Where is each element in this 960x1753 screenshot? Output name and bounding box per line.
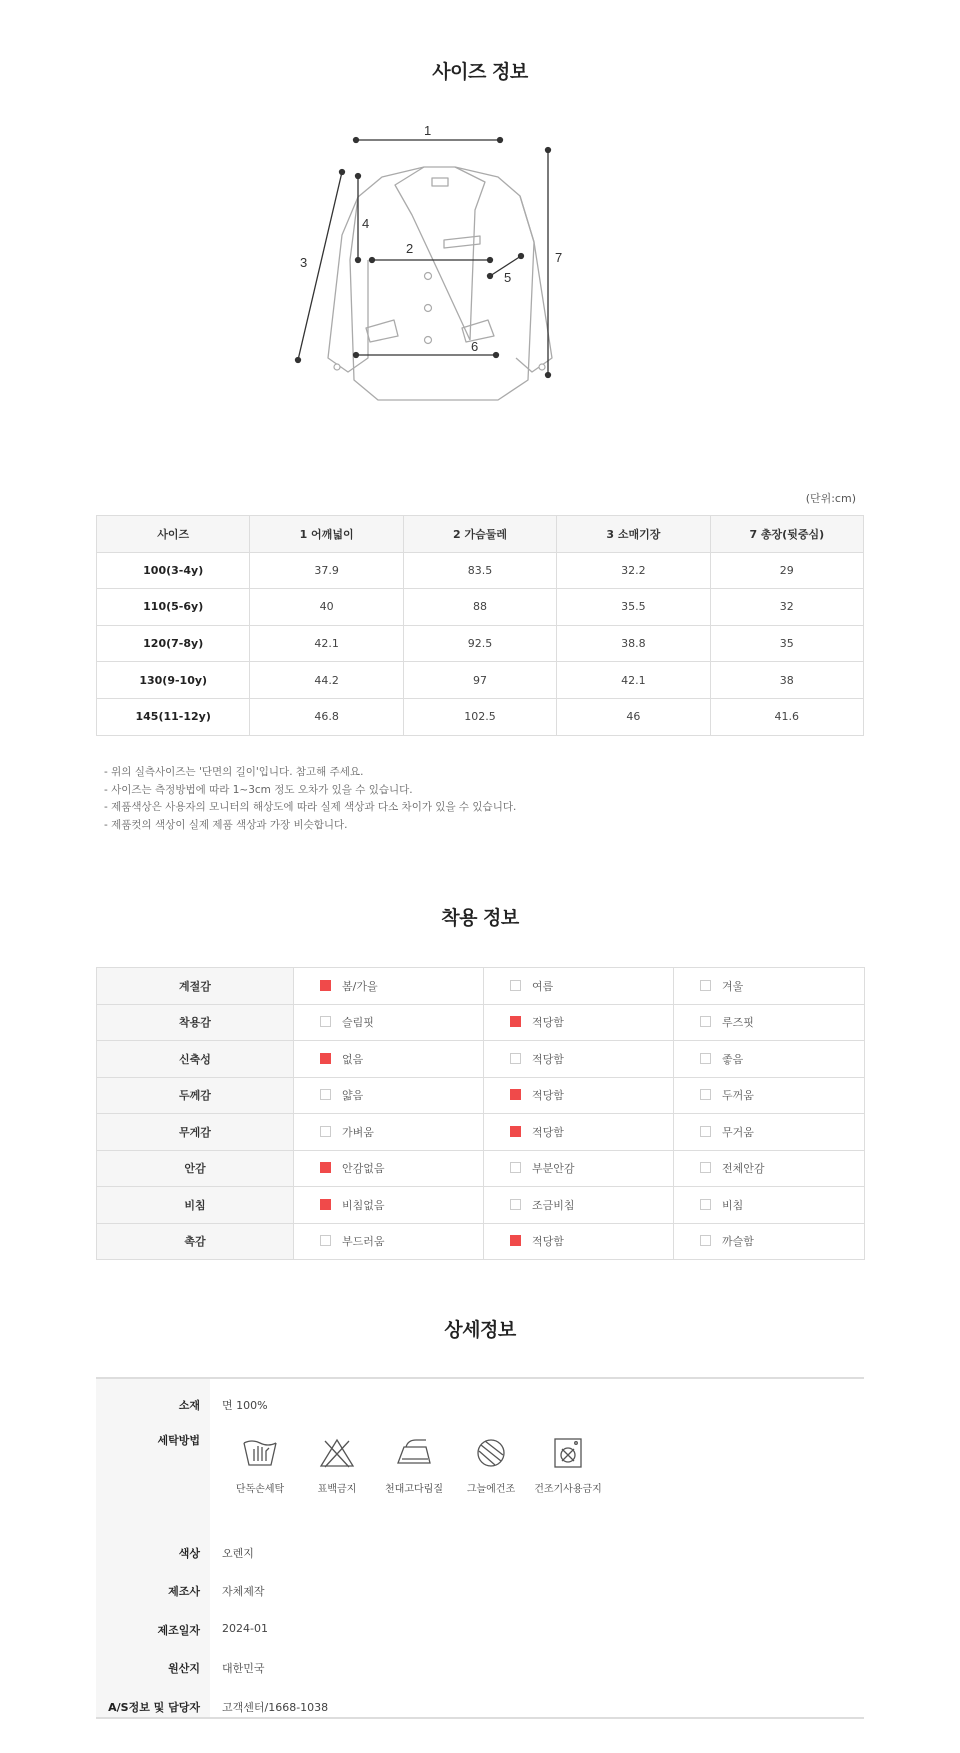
fit-option-label: 무거움 [722,1125,754,1139]
note-line: - 사이즈는 측정방법에 따라 1~3cm 정도 오차가 있을 수 있습니다. [104,783,413,796]
fit-option-label: 적당함 [532,1235,564,1249]
fit-option [484,1004,674,1041]
fit-row [97,1041,865,1078]
fit-option-label: 까슬함 [722,1235,754,1249]
detail-value: 대한민국 [222,1662,265,1675]
fit-table [96,967,865,1260]
value-cell: 42.1 [557,662,710,699]
table-row [97,552,864,589]
value-cell: 40 [250,589,403,626]
value-cell: 38 [710,662,863,699]
no-tumble-dry-icon [548,1435,588,1471]
fit-option [294,1114,484,1151]
wash-label: 단독손세탁 [235,1484,285,1495]
fit-option-label: 전체안감 [722,1162,765,1176]
header-cell: 3 소매기장 [557,516,710,553]
value-cell: 37.9 [250,552,403,589]
detail-label: 제조사 [168,1585,200,1598]
wash-item [374,1435,454,1495]
fit-option-label: 없음 [342,1052,364,1066]
fit-label: 신축성 [97,1041,294,1078]
unchecked-box-icon [700,980,711,991]
unchecked-box-icon [510,1162,521,1173]
detail-value: 자체제작 [222,1585,265,1598]
size-cell: 130(9-10y) [97,662,250,699]
fit-option-label: 봄/가을 [342,979,378,993]
fit-option-label: 적당함 [532,1052,564,1066]
header-cell: 7 총장(뒷중심) [710,516,863,553]
fit-option [484,1223,674,1260]
detail-label: 원산지 [168,1662,200,1675]
fit-row [97,968,865,1005]
detail-label: 세탁방법 [157,1434,200,1447]
unchecked-box-icon [320,1235,331,1246]
diagram-label-2: 2 [406,241,414,256]
fit-row [97,1223,865,1260]
fit-row [97,1114,865,1151]
fit-option-label: 적당함 [532,1016,564,1030]
detail-label: 소재 [178,1399,200,1412]
checked-box-icon [510,1235,521,1246]
note-line: - 제품컷의 색상이 실제 제품 색상과 가장 비슷합니다. [104,818,348,831]
shade-dry-icon [471,1435,511,1471]
detail-value: 2024-01 [222,1622,268,1635]
unchecked-box-icon [700,1089,711,1100]
fit-option [674,1041,865,1078]
unit-label: (단위:cm) [805,492,856,505]
fit-option [484,1187,674,1224]
fit-option-label: 두꺼움 [722,1089,754,1103]
detail-value: 면 100% [222,1399,268,1412]
table-row [97,625,864,662]
fit-option-label: 적당함 [532,1089,564,1103]
fit-option [674,1187,865,1224]
iron-icon [392,1435,436,1471]
diagram-label-6: 6 [471,339,479,354]
checked-box-icon [320,1162,331,1173]
diagram-label-1: 1 [424,123,432,138]
fit-option-label: 비침 [722,1198,744,1212]
value-cell: 29 [710,552,863,589]
wash-label: 천대고다림질 [385,1484,443,1495]
fit-option [294,1223,484,1260]
fit-option [674,1077,865,1114]
fit-row [97,1077,865,1114]
unchecked-box-icon [510,1053,521,1064]
size-table [96,515,864,736]
detail-label: A/S정보 및 담당자 [108,1701,200,1714]
wash-item [528,1435,608,1495]
checked-box-icon [320,980,331,991]
header-cell: 사이즈 [97,516,250,553]
fit-label: 계절감 [97,968,294,1005]
fit-option-label: 가벼움 [342,1125,374,1139]
unchecked-box-icon [320,1126,331,1137]
fit-option [674,1223,865,1260]
detail-label: 색상 [178,1547,200,1560]
fit-option [674,1150,865,1187]
table-row [97,698,864,735]
fit-option-label: 슬림핏 [342,1016,374,1030]
jacket-size-diagram [300,123,640,430]
checked-box-icon [320,1199,331,1210]
fit-option [674,968,865,1005]
fit-option-label: 부드러움 [342,1235,385,1249]
fit-option-label: 얇음 [342,1089,364,1103]
diagram-label-3: 3 [300,255,308,270]
value-cell: 38.8 [557,625,710,662]
unchecked-box-icon [700,1199,711,1210]
no-bleach-icon [317,1435,357,1471]
wash-item [220,1435,300,1495]
value-cell: 35.5 [557,589,710,626]
diagram-label-5: 5 [504,270,512,285]
unchecked-box-icon [510,1199,521,1210]
unchecked-box-icon [700,1016,711,1027]
value-cell: 46 [557,698,710,735]
header-cell: 1 어깨넓이 [250,516,403,553]
note-line: - 위의 실측사이즈는 '단면의 길이'입니다. 참고해 주세요. [104,766,364,778]
value-cell: 88 [403,589,556,626]
fit-option-label: 안감없음 [342,1162,385,1176]
unchecked-box-icon [700,1162,711,1173]
fit-option-label: 여름 [532,979,554,993]
value-cell: 92.5 [403,625,556,662]
unchecked-box-icon [320,1089,331,1100]
size-table-header [97,516,864,553]
value-cell: 97 [403,662,556,699]
jacket-outline-icon [300,123,640,430]
fit-option [294,968,484,1005]
fit-option [484,1150,674,1187]
wash-label: 건조기사용금지 [534,1484,602,1495]
fit-row [97,1150,865,1187]
fit-label: 촉감 [97,1223,294,1260]
table-row [97,662,864,699]
wash-label: 표백금지 [317,1484,357,1495]
fit-option [674,1114,865,1151]
fit-option [484,1041,674,1078]
checked-box-icon [510,1016,521,1027]
value-cell: 42.1 [250,625,403,662]
fit-label: 착용감 [97,1004,294,1041]
size-cell: 110(5-6y) [97,589,250,626]
fit-label: 비침 [97,1187,294,1224]
fit-section-title: 착용 정보 [441,907,519,929]
unchecked-box-icon [320,1016,331,1027]
value-cell: 35 [710,625,863,662]
fit-option [484,968,674,1005]
fit-row [97,1004,865,1041]
unchecked-box-icon [700,1235,711,1246]
fit-option [294,1150,484,1187]
detail-value: 고객센터/1668-1038 [222,1701,329,1714]
value-cell: 46.8 [250,698,403,735]
fit-option-label: 좋음 [722,1052,744,1066]
checked-box-icon [510,1126,521,1137]
detail-value: 오렌지 [222,1547,254,1560]
table-row [97,589,864,626]
fit-option-label: 조금비침 [532,1198,575,1212]
fit-option-label: 비침없음 [342,1198,385,1212]
fit-row [97,1187,865,1224]
unchecked-box-icon [510,980,521,991]
fit-option-label: 루즈핏 [722,1016,754,1030]
unchecked-box-icon [700,1126,711,1137]
fit-option-label: 적당함 [532,1125,564,1139]
wash-label: 그늘에건조 [466,1484,516,1495]
fit-option [484,1077,674,1114]
wash-item [297,1435,377,1495]
fit-label: 안감 [97,1150,294,1187]
fit-option-label: 부분안감 [532,1162,575,1176]
detail-label: 제조일자 [157,1624,200,1637]
fit-label: 무게감 [97,1114,294,1151]
value-cell: 32 [710,589,863,626]
unchecked-box-icon [700,1053,711,1064]
hand-wash-icon [240,1435,280,1471]
size-cell: 100(3-4y) [97,552,250,589]
checked-box-icon [320,1053,331,1064]
value-cell: 41.6 [710,698,863,735]
fit-label: 두께감 [97,1077,294,1114]
value-cell: 44.2 [250,662,403,699]
detail-table [96,1377,864,1719]
washing-icons [220,1435,600,1505]
wash-item [451,1435,531,1495]
checked-box-icon [510,1089,521,1100]
size-section-title: 사이즈 정보 [432,61,528,83]
diagram-label-7: 7 [555,250,563,265]
header-cell: 2 가슴둘레 [403,516,556,553]
fit-option [294,1004,484,1041]
value-cell: 83.5 [403,552,556,589]
size-cell: 120(7-8y) [97,625,250,662]
size-cell: 145(11-12y) [97,698,250,735]
value-cell: 32.2 [557,552,710,589]
fit-option [484,1114,674,1151]
value-cell: 102.5 [403,698,556,735]
size-notes [104,764,516,834]
fit-option [674,1004,865,1041]
fit-option-label: 겨울 [722,979,744,993]
detail-section-title: 상세정보 [444,1319,516,1341]
fit-option [294,1077,484,1114]
fit-option [294,1041,484,1078]
note-line: - 제품색상은 사용자의 모니터의 해상도에 따라 실제 색상과 다소 차이가 있을 수 있습니다. [104,801,517,813]
fit-option [294,1187,484,1224]
diagram-label-4: 4 [362,216,370,231]
